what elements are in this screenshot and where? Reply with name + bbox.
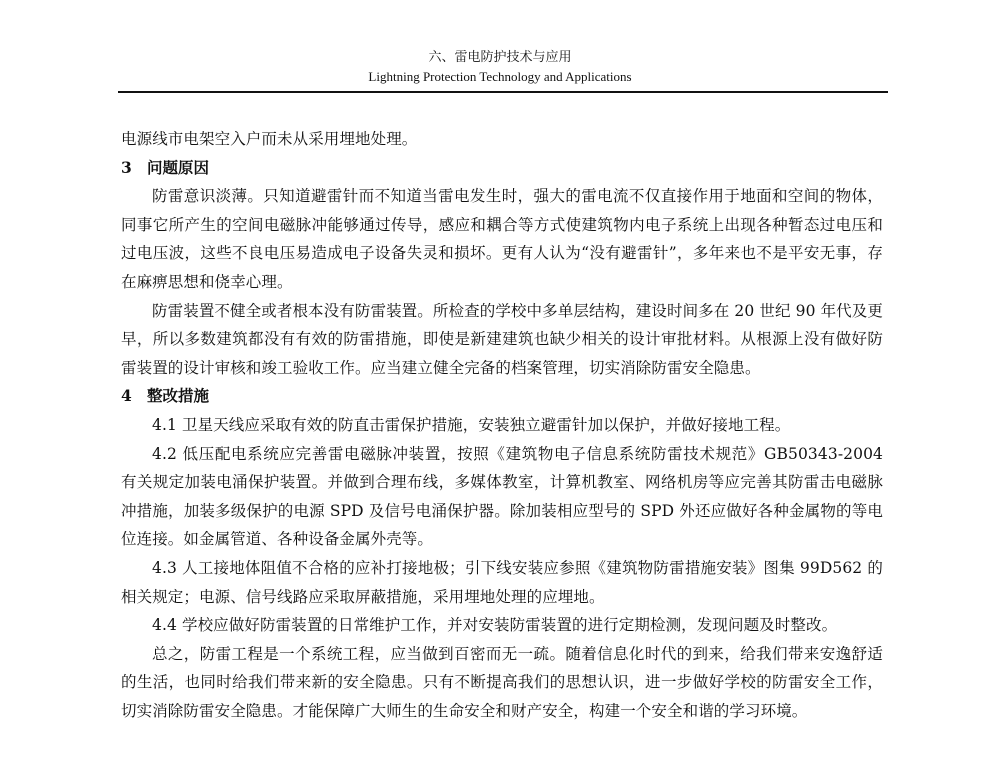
section-number: 3: [121, 157, 132, 177]
section-title: 整改措施: [147, 386, 210, 406]
section-heading-3: [121, 154, 883, 183]
paragraph: 4.3 人工接地体阻值不合格的应补打接地极；引下线安装应参照《建筑物防雷措施安装》图集 99D562 的相关规定；电源、信号线路应采取屏蔽措施，采用埋地处理的应埋地。: [121, 558, 883, 606]
paragraph-continued: 电源线市电架空入户而未从采用埋地处理。: [121, 130, 418, 148]
section-number: 4: [121, 386, 132, 406]
paragraph: 防雷意识淡薄。只知道避雷针而不知道当雷电发生时，强大的雷电流不仅直接作用于地面和空间的物体，同事它所产生的空间电磁脉冲能够通过传导，感应和耦合等方式使建筑物内电子系统上出现各种暂态过电压和过电压波，这些不良电压易造成电子设备失灵和损坏。更有人认为“没有避雷针”，多年来也不是平安无事，存在麻痹思想和侥幸心理。: [121, 187, 883, 291]
paragraph: 总之，防雷工程是一个系统工程，应当做到百密而无一疏。随着信息化时代的到来，给我们带来安逸舒适的生活，也同时给我们带来新的安全隐患。只有不断提高我们的思想认识，进一步做好学校的防雷安全工作，切实消除防雷安全隐患。才能保障广大师生的生命安全和财产安全，构建一个安全和谐的学习环境。: [121, 644, 883, 720]
section-title: 问题原因: [147, 157, 210, 177]
paragraph: 防雷装置不健全或者根本没有防雷装置。所检查的学校中多单层结构，建设时间多在 20 世纪 90 年代及更早，所以多数建筑都没有有效的防雷措施，即使是新建建筑也缺少相关的设计审批材料。从根源上没有做好防雷装置的设计审核和竣工验收工作。应当建立健全完备的档案管理，切实消除防雷安全隐患。: [121, 301, 883, 377]
paragraph: 4.1 卫星天线应采取有效的防直击雷保护措施，安装独立避雷针加以保护，并做好接地工程。: [152, 415, 791, 434]
running-header-title-cn: 六、雷电防护技术与应用: [428, 50, 572, 65]
paragraph: 4.2 低压配电系统应完善雷电磁脉冲装置，按照《建筑物电子信息系统防雷技术规范》GB50343-2004 有关规定加装电涌保护装置。并做到合理布线，多媒体教室，计算机教室、网络机房等应完善其防雷击电磁脉冲措施，加装多级保护的电源 SPD 及信号电涌保护器。除加装相应型号的 SPD 外还应做好各种金属物的等电位连接。如金属管道、各种设备金属外壳等。: [121, 444, 883, 549]
section-heading-4: [121, 382, 883, 411]
header-divider: [118, 91, 888, 93]
running-header-title-en: Lightning Protection Technology and Applications: [368, 69, 632, 84]
article-body: [121, 125, 883, 725]
paragraph: 4.4 学校应做好防雷装置的日常维护工作，并对安装防雷装置的进行定期检测，发现问题及时整改。: [152, 616, 838, 635]
